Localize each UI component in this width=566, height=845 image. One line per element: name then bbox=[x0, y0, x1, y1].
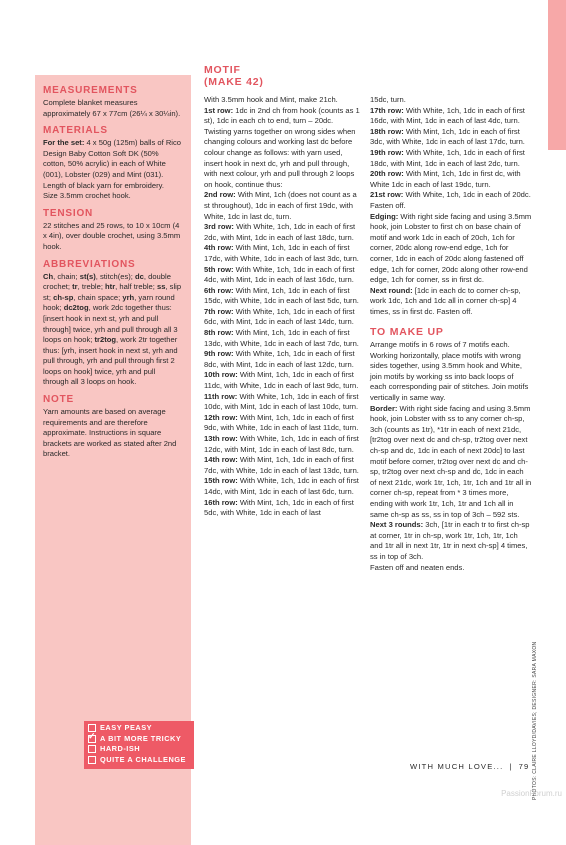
materials-hook: Size 3.5mm crochet hook. bbox=[43, 191, 131, 201]
motif-row-text: With Mint, 1ch, 1dc in each of first 15dc, with White, 1dc in each of last 5dc, turn. bbox=[204, 285, 359, 306]
motif-row bbox=[204, 476, 361, 497]
motif-row-text: With Mint, 1ch, 1dc in each of first 17dc, with White, 1dc in each of last 3dc, turn. bbox=[204, 243, 359, 263]
make-up-section bbox=[370, 327, 532, 573]
motif-row-text: With Mint, 1ch, 1dc in each of first 9dc, with White, 1dc in each of last 11dc, turn. bbox=[204, 412, 359, 433]
motif-row-text: With Mint, 1ch, 1dc in first dc, with White 1dc in each of last 19dc, turn. bbox=[370, 169, 521, 189]
motif-row bbox=[370, 169, 532, 190]
tension-text: 22 stitches and 25 rows, to 10 x 10cm (4 x 4in), over double crochet, using 3.5mm hook. bbox=[43, 220, 181, 251]
checkbox-icon bbox=[88, 756, 96, 764]
note-text: Yarn amounts are based on average requirements and are therefore approximate. Instructions in square brackets are worked as stated after 2nd bracket. bbox=[43, 407, 177, 459]
abbreviation-term: tr bbox=[72, 282, 78, 292]
motif-row-label: 4th row: bbox=[204, 243, 234, 253]
motif-row-text: With Mint, 1ch (does not count as a st throughout), 1dc in each of first 19dc, with White, 1dc in last dc, turn. bbox=[204, 190, 357, 221]
motif-rows-continued bbox=[370, 95, 532, 317]
motif-row-label: 13th row: bbox=[204, 434, 238, 443]
motif-row bbox=[370, 212, 532, 286]
motif-row-label: 5th row: bbox=[204, 264, 234, 274]
motif-row bbox=[204, 243, 361, 264]
motif-row-label: Edging: bbox=[370, 211, 399, 221]
abbreviation-term: ch-sp bbox=[53, 292, 74, 302]
motif-subtitle: (MAKE 42) bbox=[204, 76, 264, 88]
make-up-paragraph-text: With right side facing and using 3.5mm hook, join Lobster with ss to any corner ch-sp, 3ch (counts as 1tr), *1tr in each of next 21dc, [tr2tog over next dc and ch-sp, tr2tog over next ch-sp and dc, 1dc in each of next 20dc] to last motif before corner, tr2tog over next dc and ch-sp, tr2tog over next ch-sp and dc, 1dc in each of next 21dc, work 1tr, 1ch, 1tr, 1ch and 1tr all in corner ch-sp, repeat from * 3 times more, ending with work 1tr, 1ch, 1tr and 1ch all in same ch-sp as ss, ss in top of 3ch – 592 sts. bbox=[370, 403, 532, 519]
measurements-heading: MEASUREMENTS bbox=[43, 85, 138, 96]
motif-row-text: With White, 1ch, 1dc in each of first 18dc, with Mint, 1dc in each of last 2dc, turn. bbox=[370, 147, 525, 168]
motif-row-text: [1dc in each dc to corner ch-sp, work 1dc, 1ch and 1dc all in corner ch-sp] 4 times, ss in first dc. Fasten off. bbox=[370, 285, 521, 316]
abbreviation-definition: , work 2tr together thus: [yrh, insert hook in next st, yrh and pull through, yrh and pull through first 2 loops on hook] twice, yrh and pull through all 3 loops on hook. bbox=[43, 335, 178, 387]
motif-row bbox=[204, 286, 361, 307]
materials-text bbox=[43, 138, 183, 191]
motif-row-label: 12th row: bbox=[204, 412, 238, 422]
motif-row bbox=[204, 190, 361, 222]
motif-row bbox=[204, 370, 361, 391]
motif-row bbox=[204, 455, 361, 476]
abbreviation-term: dc2tog bbox=[63, 303, 89, 313]
abbreviation-term: dc bbox=[135, 271, 144, 281]
motif-row-label: 1st row: bbox=[204, 105, 234, 115]
motif-row-label: 7th row: bbox=[204, 306, 234, 316]
motif-row bbox=[204, 328, 361, 349]
abbreviation-definition: , double crochet; bbox=[43, 271, 171, 292]
motif-row-text: 1dc in 2nd ch from hook (counts as 1 st), 1dc in each ch to end, turn – 20dc. Twisting yarns together on wrong sides when changing colours and working last dc before colour change as follows: with yarn used, insert hook in next dc, yrh and pull through, with next colour, yrh and pull through 2 loops on hook, continue thus: bbox=[204, 105, 360, 189]
abbreviation-term: htr bbox=[105, 282, 116, 292]
motif-row-label: 15th row: bbox=[204, 476, 238, 486]
motif-row-text: With White, 1ch, 1dc in each of first 10dc, with Mint, 1dc in each of last 10dc, turn. bbox=[204, 391, 359, 412]
make-up-text bbox=[370, 340, 532, 573]
motif-row bbox=[370, 106, 532, 127]
motif-row-text: With Mint, 1ch, 1dc in each of first 7dc, with White, 1dc in each of last 13dc, turn. bbox=[204, 455, 359, 475]
difficulty-label: QUITE A CHALLENGE bbox=[100, 754, 186, 764]
page-number: 79 bbox=[518, 762, 530, 771]
abbreviation-term: yrh bbox=[122, 292, 135, 302]
abbreviation-definition: , chain space; bbox=[73, 292, 123, 302]
difficulty-label: EASY PEASY bbox=[100, 723, 153, 732]
abbreviation-definition: , slip st; bbox=[43, 282, 182, 302]
difficulty-option bbox=[88, 755, 190, 766]
motif-row bbox=[204, 349, 361, 370]
make-up-paragraph-text: Fasten off and neaten ends. bbox=[370, 562, 465, 572]
abbreviation-definition: , half treble; bbox=[115, 282, 157, 292]
motif-row-label: 17th row: bbox=[370, 105, 404, 115]
motif-row-text: With White, 1ch, 1dc in each of first 2dc, with Mint, 1dc in each of last 18dc, turn. bbox=[204, 222, 356, 242]
motif-row bbox=[204, 392, 361, 413]
motif-row bbox=[204, 265, 361, 286]
motif-row-text: With White, 1ch, 1dc in each of first 16dc, with Mint, 1dc in each of last 4dc, turn. bbox=[370, 105, 525, 126]
motif-row-label: Next round: bbox=[370, 285, 413, 295]
motif-row-text: With Mint, 1ch, 1dc in each of first 5dc, with White, 1dc in each of last bbox=[204, 497, 354, 518]
motif-row-text: With White, 1ch, 1dc in each of first 12dc, with Mint, 1dc in each of last 8dc, turn. bbox=[204, 434, 359, 454]
difficulty-checklist bbox=[84, 721, 194, 769]
motif-row-text: With Mint, 1ch, 1dc in each of first 13dc, with White, 1dc in each of last 7dc, turn. bbox=[204, 328, 359, 348]
make-up-paragraph bbox=[370, 340, 532, 404]
make-up-heading: TO MAKE UP bbox=[370, 326, 444, 339]
abbreviation-definition: , stitch(es); bbox=[95, 271, 136, 281]
footer-text: WITH MUCH LOVE... bbox=[410, 762, 504, 771]
motif-row bbox=[370, 95, 532, 106]
watermark-text: PassionForum.ru bbox=[501, 789, 562, 798]
difficulty-label: A BIT MORE TRICKY bbox=[100, 733, 182, 743]
motif-row bbox=[370, 286, 532, 318]
motif-row bbox=[204, 222, 361, 243]
motif-row-label: 16th row: bbox=[204, 497, 238, 507]
motif-row-label: 20th row: bbox=[370, 169, 404, 179]
motif-row-label: 21st row: bbox=[370, 190, 404, 200]
motif-rows bbox=[204, 106, 361, 519]
abbreviation-term: tr2tog bbox=[94, 335, 117, 345]
difficulty-option bbox=[88, 723, 190, 734]
abbreviation-definition: , yarn round hook; bbox=[43, 292, 175, 313]
motif-row-text: With White, 1ch, 1dc in each of first 6dc, with Mint, 1dc in each of last 14dc, turn. bbox=[204, 306, 355, 327]
checkbox-icon bbox=[88, 745, 96, 753]
abbreviations-heading: ABBREVIATIONS bbox=[43, 258, 136, 270]
motif-row-label: 10th row: bbox=[204, 370, 238, 380]
abbreviation-definition: , chain; bbox=[53, 271, 80, 281]
motif-row-text: With White, 1ch, 1dc in each of first 14dc, with Mint, 1dc in each of last 6dc, turn. bbox=[204, 476, 359, 496]
motif-column-2 bbox=[370, 95, 532, 573]
motif-row-text: With Mint, 1ch, 1dc in each of first 3dc, with White, 1dc in each of last 17dc, turn. bbox=[370, 126, 525, 147]
motif-row-text: With White, 1ch, 1dc in each of 20dc. Fasten off. bbox=[370, 190, 531, 210]
measurements-text: Complete blanket measures approximately 67 x 77cm (26¼ x 30¼in). bbox=[43, 98, 181, 118]
difficulty-option bbox=[88, 744, 190, 755]
abbreviation-term: ss bbox=[156, 282, 166, 292]
motif-row-label: 6th row: bbox=[204, 285, 234, 295]
motif-row-text: 15dc, turn. bbox=[370, 95, 406, 104]
motif-row bbox=[204, 434, 361, 455]
materials-label: For the set: bbox=[43, 138, 85, 148]
make-up-paragraph-text: 3ch, [1tr in each tr to first ch-sp at corner, 1tr in ch-sp, work 1tr, 1ch, 1tr, 1ch and 1tr all in next 1tr, 1tr in next ch-sp] 4 times, ss in top of 3ch. bbox=[370, 520, 530, 561]
motif-row bbox=[204, 413, 361, 434]
motif-title bbox=[204, 64, 264, 88]
materials-body: 4 x 50g (125m) balls of Rico Design Baby Cotton Soft DK (50% cotton, 50% acrylic) in each of White (001), Lobster (029) and Mint (031). Length of black yarn for embroidery. bbox=[43, 138, 182, 190]
footer-separator: | bbox=[509, 762, 513, 771]
motif-row bbox=[204, 106, 361, 191]
difficulty-label: HARD-ISH bbox=[100, 744, 141, 754]
abbreviation-definition: , treble; bbox=[77, 282, 106, 292]
make-up-paragraph-label: Border: bbox=[370, 403, 398, 413]
photo-credit: PHOTOS: CLAIRE LLOYD/DAVIES; DESIGNER: SARA MAXON bbox=[532, 641, 538, 800]
make-up-paragraph bbox=[370, 520, 532, 562]
note-heading: NOTE bbox=[43, 394, 74, 406]
motif-row bbox=[370, 127, 532, 148]
motif-heading: MOTIF bbox=[204, 64, 241, 76]
materials-heading: MATERIALS bbox=[43, 125, 108, 137]
motif-row-label: 14th row: bbox=[204, 455, 238, 465]
abbreviation-term: st(s) bbox=[79, 271, 96, 281]
motif-row-label: 18th row: bbox=[370, 126, 404, 136]
motif-row-text: With Mint, 1ch, 1dc in each of first 11dc, with White, 1dc in each of last 9dc, turn. bbox=[204, 370, 359, 391]
accent-bar bbox=[548, 0, 566, 150]
difficulty-option bbox=[88, 734, 190, 745]
abbreviations-list bbox=[43, 272, 183, 389]
make-up-paragraph-text: Arrange motifs in 6 rows of 7 motifs each. Working horizontally, place motifs with wrong sides together, using 3.5mm hook and White, join motifs by working ss into back loops of each corresponding pair of stitches. Join motifs vertically in same way. bbox=[370, 340, 529, 403]
tension-heading: TENSION bbox=[43, 207, 94, 219]
motif-row-text: With White, 1ch, 1dc in each of first 8dc, with Mint, 1dc in each of last 12dc, turn. bbox=[204, 349, 355, 369]
motif-row-label: 2nd row: bbox=[204, 190, 236, 200]
make-up-paragraph bbox=[370, 404, 532, 521]
motif-row-text: With White, 1ch, 1dc in each of first 4dc, with Mint, 1dc in each of last 16dc, turn. bbox=[204, 264, 355, 285]
motif-row bbox=[370, 148, 532, 169]
motif-row bbox=[204, 307, 361, 328]
motif-row-text: With right side facing and using 3.5mm hook, join Lobster to first ch on base chain of motif and work 1dc in each of 20ch, 1ch for corner, 20dc along row-end edge, 1ch for corner, 1dc in each of 20dc along fastened off edge, 1ch for corner, 20dc along other row-end edge, 1ch for corner, ss in first dc. bbox=[370, 211, 532, 285]
motif-intro: With 3.5mm hook and Mint, make 21ch. bbox=[204, 95, 338, 104]
checked-box-icon bbox=[88, 735, 96, 743]
motif-row-label: 19th row: bbox=[370, 147, 404, 157]
abbreviation-term: Ch bbox=[43, 271, 54, 281]
page-footer bbox=[410, 762, 529, 771]
motif-row-label: 8th row: bbox=[204, 328, 234, 338]
motif-row-label: 11th row: bbox=[204, 391, 238, 401]
motif-row-label: 9th row: bbox=[204, 349, 234, 359]
motif-row bbox=[370, 190, 532, 211]
motif-column-1 bbox=[204, 95, 361, 519]
make-up-paragraph-label: Next 3 rounds: bbox=[370, 520, 424, 530]
abbreviation-definition: , work 2dc together thus: [insert hook in next st, yrh and pull through] twice, yrh and pull through all 3 loops on hook; bbox=[43, 303, 178, 345]
motif-row-label: 3rd row: bbox=[204, 222, 234, 232]
motif-row bbox=[204, 498, 361, 519]
make-up-paragraph bbox=[370, 563, 532, 574]
